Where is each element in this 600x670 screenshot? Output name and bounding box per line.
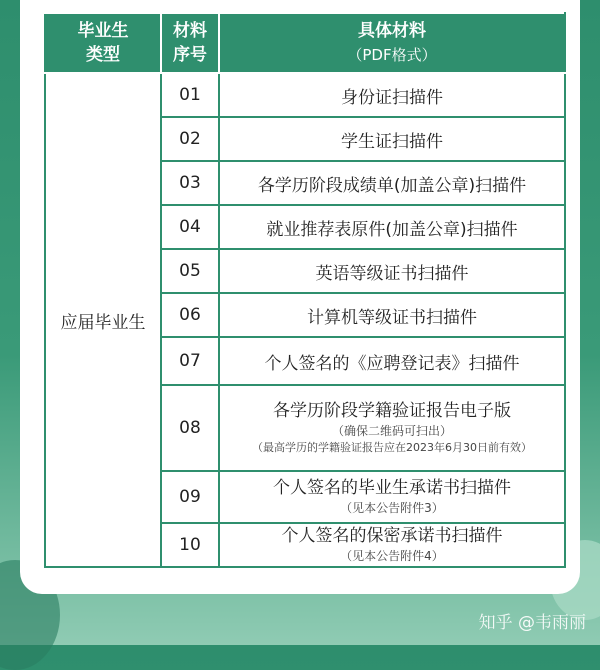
row-material-title: 各学历阶段学籍验证报告电子版: [273, 401, 511, 421]
table-row: [45, 73, 565, 117]
row-material: [219, 523, 565, 567]
row-number: 06: [161, 293, 219, 337]
content-card: [20, 0, 580, 594]
row-material-title: 个人签名的保密承诺书扫描件: [281, 526, 503, 546]
row-number: 01: [161, 73, 219, 117]
row-number: 07: [161, 337, 219, 385]
row-material-note: （见本公告附件4）: [340, 549, 444, 563]
graduate-type-cell: 应届毕业生: [45, 73, 161, 567]
header-specific-material: 具体材料 （PDF格式）: [219, 13, 565, 73]
row-number: 09: [161, 471, 219, 523]
row-material-note: （见本公告附件3）: [340, 501, 444, 515]
row-material: [219, 385, 565, 471]
row-number: 08: [161, 385, 219, 471]
table-header-row: [45, 13, 565, 73]
row-material-note: （确保二维码可扫出）: [331, 424, 452, 438]
row-material: 身份证扫描件: [219, 73, 565, 117]
row-material-note: （最高学历的学籍验证报告应在2023年6月30日前有效）: [252, 441, 532, 454]
row-material: 英语等级证书扫描件: [219, 249, 565, 293]
row-material: 就业推荐表原件(加盖公章)扫描件: [219, 205, 565, 249]
row-number: 02: [161, 117, 219, 161]
row-material: [219, 471, 565, 523]
zhihu-watermark: 知乎 @韦雨丽: [478, 613, 586, 633]
row-number: 03: [161, 161, 219, 205]
row-material: 各学历阶段成绩单(加盖公章)扫描件: [219, 161, 565, 205]
row-number: 04: [161, 205, 219, 249]
row-material: 个人签名的《应聘登记表》扫描件: [219, 337, 565, 385]
row-number: 10: [161, 523, 219, 567]
materials-table: [44, 12, 566, 568]
row-material: 计算机等级证书扫描件: [219, 293, 565, 337]
header-graduate-type: 毕业生 类型: [45, 13, 161, 73]
row-material-title: 个人签名的毕业生承诺书扫描件: [273, 478, 511, 498]
row-number: 05: [161, 249, 219, 293]
row-material: 学生证扫描件: [219, 117, 565, 161]
header-material-number: 材料 序号: [161, 13, 219, 73]
